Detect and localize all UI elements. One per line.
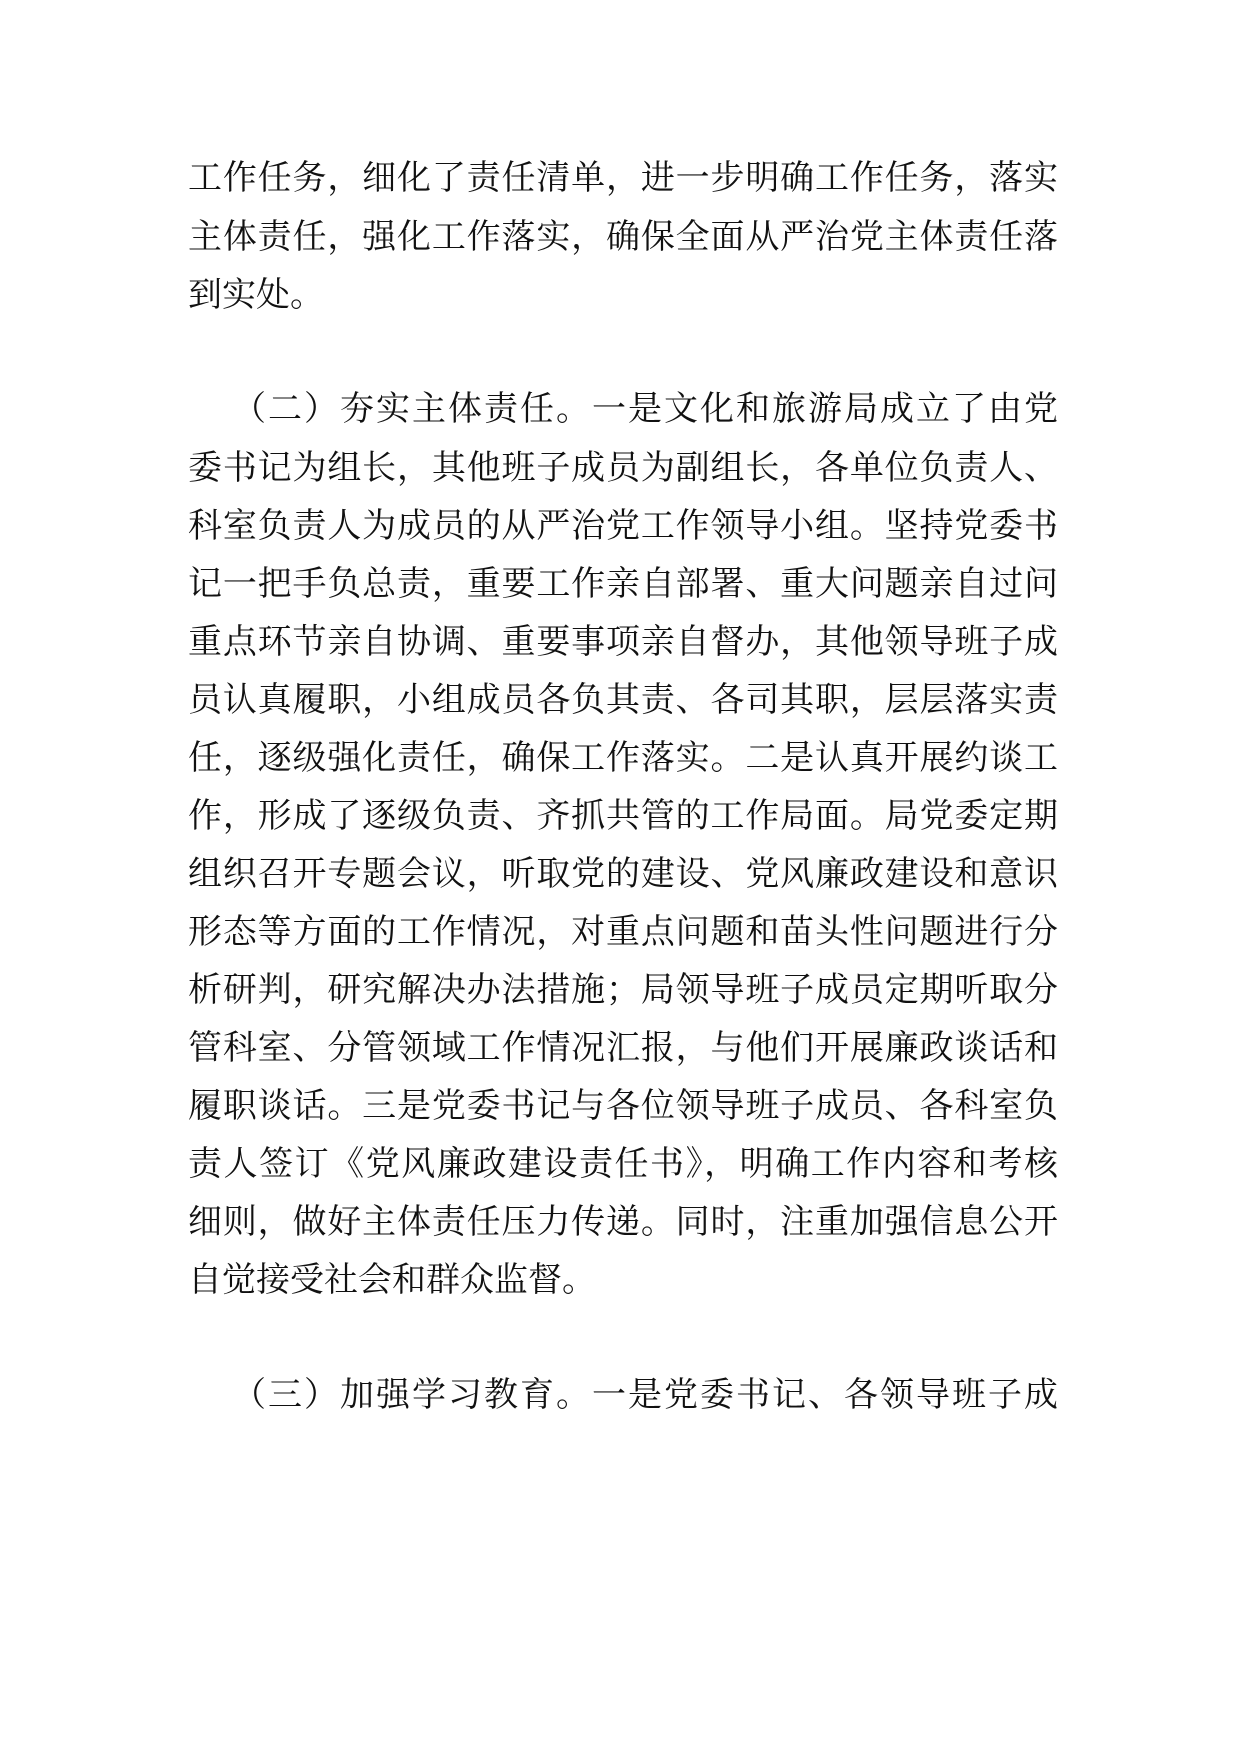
paragraph-2-line-10: 形态等方面的工作情况，对重点问题和苗头性问题进行分 [188, 912, 1058, 952]
paragraph-3-line-1: （三）加强学习教育。一是党委书记、各领导班子成 [232, 1375, 1058, 1415]
paragraph-2-line-11: 析研判，研究解决办法措施；局领导班子成员定期听取分 [188, 970, 1058, 1010]
paragraph-2-line-15: 细则，做好主体责任压力传递。同时，注重加强信息公开 [188, 1202, 1058, 1242]
paragraph-2-line-14: 责人签订《党风廉政建设责任书》，明确工作内容和考核 [188, 1144, 1058, 1184]
paragraph-2-line-6: 员认真履职，小组成员各负其责、各司其职，层层落实责 [188, 680, 1058, 720]
paragraph-2-line-2: 委书记为组长，其他班子成员为副组长，各单位负责人、 [188, 448, 1058, 488]
paragraph-2-line-3: 科室负责人为成员的从严治党工作领导小组。坚持党委书 [188, 506, 1058, 546]
paragraph-2-line-5: 重点环节亲自协调、重要事项亲自督办，其他领导班子成 [188, 622, 1058, 662]
paragraph-1-line-2: 主体责任，强化工作落实，确保全面从严治党主体责任落 [188, 217, 1058, 257]
paragraph-2-line-13: 履职谈话。三是党委书记与各位领导班子成员、各科室负 [188, 1086, 1058, 1126]
paragraph-2-line-16: 自觉接受社会和群众监督。 [188, 1260, 596, 1300]
paragraph-2-line-4: 记一把手负总责，重要工作亲自部署、重大问题亲自过问 [188, 564, 1058, 604]
paragraph-2-line-12: 管科室、分管领域工作情况汇报，与他们开展廉政谈话和 [188, 1028, 1058, 1068]
paragraph-2-line-1: （二）夯实主体责任。一是文化和旅游局成立了由党 [232, 389, 1058, 429]
paragraph-2-line-8: 作，形成了逐级负责、齐抓共管的工作局面。局党委定期 [188, 796, 1058, 836]
paragraph-1-line-3: 到实处。 [188, 275, 324, 315]
paragraph-2-line-7: 任，逐级强化责任，确保工作落实。二是认真开展约谈工 [188, 738, 1058, 778]
paragraph-2-line-9: 组织召开专题会议，听取党的建设、党风廉政建设和意识 [188, 854, 1058, 894]
paragraph-1-line-1: 工作任务，细化了责任清单，进一步明确工作任务，落实 [188, 158, 1058, 198]
